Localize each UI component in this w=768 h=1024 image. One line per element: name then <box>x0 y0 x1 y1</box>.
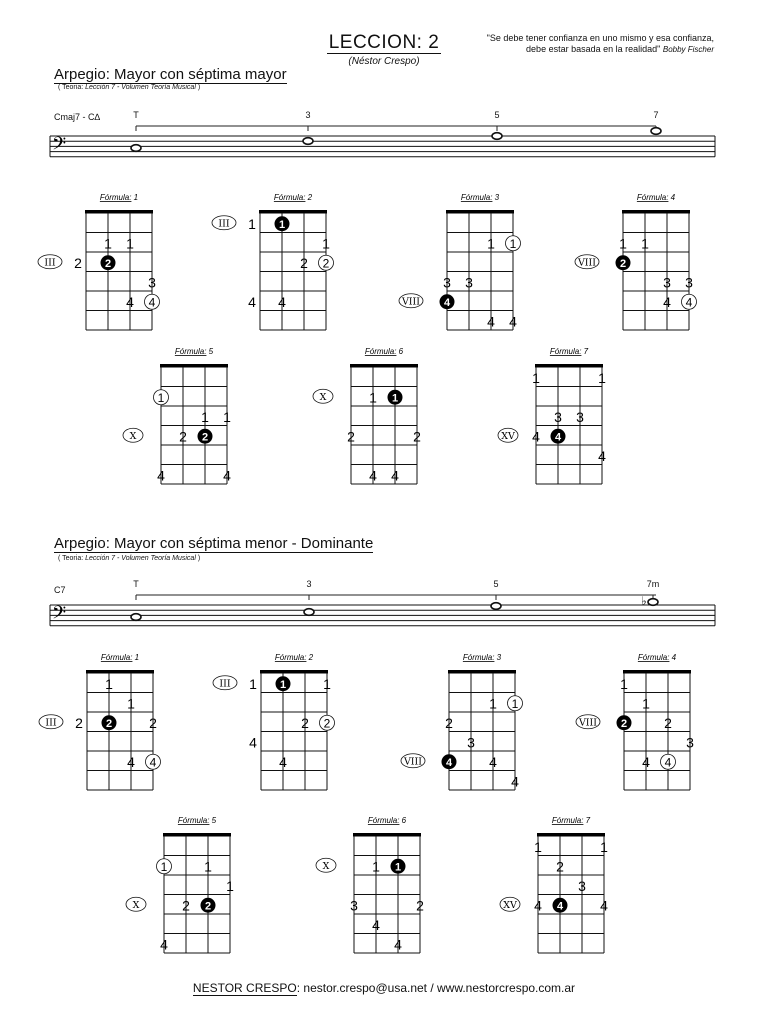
fretboard-diagram <box>212 193 334 330</box>
finger-number: 3 <box>443 274 451 291</box>
footer <box>0 981 768 995</box>
finger-number: 4 <box>663 293 671 310</box>
nut <box>350 364 418 368</box>
finger-number: 2 <box>182 897 190 914</box>
footer-contact[interactable]: nestor.crespo@usa.net / www.nestorcrespo.com.ar <box>303 981 576 995</box>
finger-number: 3 <box>576 408 584 425</box>
finger-number: 4 <box>598 447 606 464</box>
fretboard-diagram <box>575 193 697 330</box>
finger-number: 4 <box>148 295 156 310</box>
finger-number: 3 <box>578 877 586 894</box>
whole-note <box>131 145 141 152</box>
finger-number: 1 <box>391 392 399 405</box>
degree-label: 7m <box>646 579 660 589</box>
finger-number: 3 <box>467 734 475 751</box>
finger-number: 2 <box>347 428 355 445</box>
finger-number: 1 <box>223 408 231 425</box>
finger-number: 1 <box>532 369 540 386</box>
lesson-author: (Néstor Crespo) <box>348 56 420 67</box>
fretboard-diagram <box>316 816 424 953</box>
finger-number: 3 <box>350 897 358 914</box>
formula-label: Fórmula: 3 <box>462 653 502 662</box>
finger-number: 1 <box>105 675 113 692</box>
nut <box>85 210 153 214</box>
section-1-chord-name: Cmaj7 - C∆ <box>54 112 101 122</box>
finger-number: 4 <box>278 293 286 310</box>
finger-number: 4 <box>223 467 231 484</box>
degree-label: T <box>133 110 139 120</box>
position-marker-label: III <box>218 218 230 230</box>
finger-number: 2 <box>445 714 453 731</box>
finger-number: 1 <box>489 695 497 712</box>
finger-number: 1 <box>620 675 628 692</box>
finger-number: 4 <box>369 467 377 484</box>
nut <box>535 364 603 368</box>
finger-number: 1 <box>323 675 331 692</box>
finger-number: 4 <box>249 734 257 751</box>
fretboard-diagram <box>39 653 161 790</box>
nut <box>163 833 231 837</box>
nut <box>448 670 516 674</box>
position-marker-label: VIII <box>578 717 598 729</box>
finger-number: 2 <box>413 428 421 445</box>
finger-number: 2 <box>104 257 112 270</box>
fretboard-diagram <box>126 816 234 953</box>
quote-author: Bobby Fischer <box>662 45 714 54</box>
finger-number: 4 <box>443 296 451 309</box>
whole-note <box>648 599 658 606</box>
finger-number: 2 <box>619 257 627 270</box>
whole-note <box>303 138 313 145</box>
finger-number: 1 <box>160 859 168 874</box>
formula-label: Fórmula: 2 <box>274 653 314 662</box>
degree-label: 7 <box>653 110 659 120</box>
finger-number: 1 <box>322 235 330 252</box>
position-marker-label: XV <box>503 899 517 911</box>
finger-number: 1 <box>278 218 286 231</box>
bass-clef-icon: 𝄢 <box>52 134 67 159</box>
formula-label: Fórmula: 5 <box>177 816 217 825</box>
finger-number: 4 <box>394 936 402 953</box>
finger-number: 2 <box>416 897 424 914</box>
finger-number: 4 <box>554 431 562 444</box>
footer-name: NESTOR CRESPO <box>192 981 297 995</box>
finger-number: 4 <box>532 428 540 445</box>
finger-number: 1 <box>619 235 627 252</box>
finger-number: 4 <box>509 313 517 330</box>
finger-number: 4 <box>126 293 134 310</box>
finger-number: 1 <box>369 389 377 406</box>
fretboard-diagram <box>401 653 523 790</box>
finger-number: 2 <box>75 714 83 731</box>
finger-number: 2 <box>664 714 672 731</box>
whole-note <box>304 609 314 616</box>
finger-number: 3 <box>554 408 562 425</box>
formula-label: Fórmula: 7 <box>551 816 591 825</box>
whole-note <box>131 614 141 621</box>
finger-number: 4 <box>534 897 542 914</box>
position-marker-label: VIII <box>401 296 421 308</box>
finger-number: 2 <box>74 254 82 271</box>
finger-number: 2 <box>301 714 309 731</box>
nut <box>160 364 228 368</box>
finger-number: 2 <box>300 254 308 271</box>
finger-number: 2 <box>105 717 113 730</box>
position-marker-label: XV <box>501 430 515 442</box>
finger-number: 4 <box>279 753 287 770</box>
finger-number: 1 <box>534 838 542 855</box>
nut <box>537 833 605 837</box>
nut <box>260 670 328 674</box>
finger-number: 1 <box>104 235 112 252</box>
finger-number: 2 <box>204 900 212 913</box>
finger-number: 3 <box>465 274 473 291</box>
whole-note <box>651 128 661 135</box>
degree-label: T <box>133 579 139 589</box>
finger-number: 2 <box>620 717 628 730</box>
finger-number: 1 <box>600 838 608 855</box>
position-marker-label: X <box>319 391 327 403</box>
section-2-theory-note: ( Teoria: Lección 7 - Volumen Teoría Musical ) <box>58 555 201 562</box>
finger-number: 4 <box>157 467 165 484</box>
section-2-chord-name: C7 <box>54 585 66 595</box>
staff-1 <box>50 126 715 159</box>
degree-label: 5 <box>494 110 500 120</box>
finger-number: 3 <box>685 274 693 291</box>
fretboard-diagram <box>213 653 335 790</box>
formula-label: Fórmula: 1 <box>99 193 139 202</box>
finger-number: 1 <box>248 215 256 232</box>
formula-label: Fórmula: 3 <box>460 193 500 202</box>
nut <box>623 670 691 674</box>
finger-number: 2 <box>201 431 209 444</box>
fretboard-diagram <box>498 347 606 484</box>
position-marker-label: X <box>322 860 330 872</box>
fretboard-diagram <box>313 347 421 484</box>
formula-label: Fórmula: 7 <box>549 347 589 356</box>
section-2-title: Arpegio: Mayor con séptima menor - Dominante <box>54 535 374 552</box>
finger-number: 4 <box>160 936 168 953</box>
finger-number: 4 <box>127 753 135 770</box>
position-marker-label: VIII <box>577 257 597 269</box>
position-marker-label: VIII <box>403 756 423 768</box>
finger-number: 1 <box>201 408 209 425</box>
staff-2 <box>50 594 715 628</box>
finger-number: 2 <box>322 256 330 271</box>
finger-number: 4 <box>642 753 650 770</box>
finger-number: 4 <box>511 773 519 790</box>
finger-number: 1 <box>204 858 212 875</box>
formula-label: Fórmula: 5 <box>174 347 214 356</box>
finger-number: 4 <box>685 295 693 310</box>
whole-note <box>491 603 501 610</box>
finger-number: 4 <box>600 897 608 914</box>
fretboard-diagram <box>500 816 608 953</box>
formula-label: Fórmula: 2 <box>273 193 313 202</box>
finger-number: 1 <box>372 858 380 875</box>
fretboard-diagram <box>38 193 160 330</box>
finger-number: 1 <box>509 236 517 251</box>
degree-label: 3 <box>305 110 311 120</box>
finger-number: 4 <box>149 755 157 770</box>
nut <box>86 670 154 674</box>
finger-number: 4 <box>664 755 672 770</box>
finger-number: 3 <box>148 274 156 291</box>
formula-label: Fórmula: 4 <box>637 653 677 662</box>
fretboard-diagram <box>399 193 521 330</box>
position-marker-label: X <box>132 899 140 911</box>
formula-label: Fórmula: 6 <box>367 816 407 825</box>
nut <box>259 210 327 214</box>
finger-number: 4 <box>489 753 497 770</box>
section-1-theory-note: ( Teoria: Lección 7 - Volumen Teoría Musical ) <box>58 84 201 91</box>
finger-number: 4 <box>487 313 495 330</box>
quote-line-1: "Se debe tener confianza en uno mismo y esa confianza, <box>486 33 714 43</box>
finger-number: 2 <box>323 716 331 731</box>
finger-number: 1 <box>127 695 135 712</box>
nut <box>353 833 421 837</box>
degree-label: 3 <box>306 579 312 589</box>
finger-number: 1 <box>126 235 134 252</box>
finger-number: 1 <box>394 861 402 874</box>
position-marker-label: X <box>129 430 137 442</box>
finger-number: 1 <box>642 695 650 712</box>
position-marker-label: III <box>219 678 231 690</box>
nut <box>622 210 690 214</box>
nut <box>446 210 514 214</box>
finger-number: 1 <box>226 877 234 894</box>
finger-number: 2 <box>179 428 187 445</box>
finger-number: 4 <box>248 293 256 310</box>
finger-number: 4 <box>372 916 380 933</box>
finger-number: 1 <box>598 369 606 386</box>
bass-clef-icon: 𝄢 <box>52 603 67 628</box>
finger-number: 4 <box>556 900 564 913</box>
section-1-title: Arpegio: Mayor con séptima mayor <box>54 66 287 83</box>
finger-number: 1 <box>511 696 519 711</box>
flat-icon: ♭ <box>641 594 647 608</box>
finger-number: 3 <box>663 274 671 291</box>
fretboard-diagram <box>576 653 694 790</box>
finger-number: 1 <box>249 675 257 692</box>
quote-line-2: debe estar basada en la realidad" Bobby Fischer <box>526 44 714 54</box>
formula-label: Fórmula: 6 <box>364 347 404 356</box>
finger-number: 2 <box>149 714 157 731</box>
lesson-title: LECCION: 2 <box>328 32 440 53</box>
finger-number: 4 <box>445 756 453 769</box>
finger-number: 1 <box>641 235 649 252</box>
finger-number: 2 <box>556 858 564 875</box>
fretboard-diagram <box>123 347 231 484</box>
formula-label: Fórmula: 4 <box>636 193 676 202</box>
footer-separator: : <box>296 981 301 995</box>
whole-note <box>492 133 502 140</box>
degree-label: 5 <box>493 579 499 589</box>
finger-number: 1 <box>157 390 165 405</box>
finger-number: 4 <box>391 467 399 484</box>
formula-label: Fórmula: 1 <box>100 653 140 662</box>
position-marker-label: III <box>45 717 57 729</box>
finger-number: 3 <box>686 734 694 751</box>
finger-number: 1 <box>279 678 287 691</box>
position-marker-label: III <box>44 257 56 269</box>
finger-number: 1 <box>487 235 495 252</box>
